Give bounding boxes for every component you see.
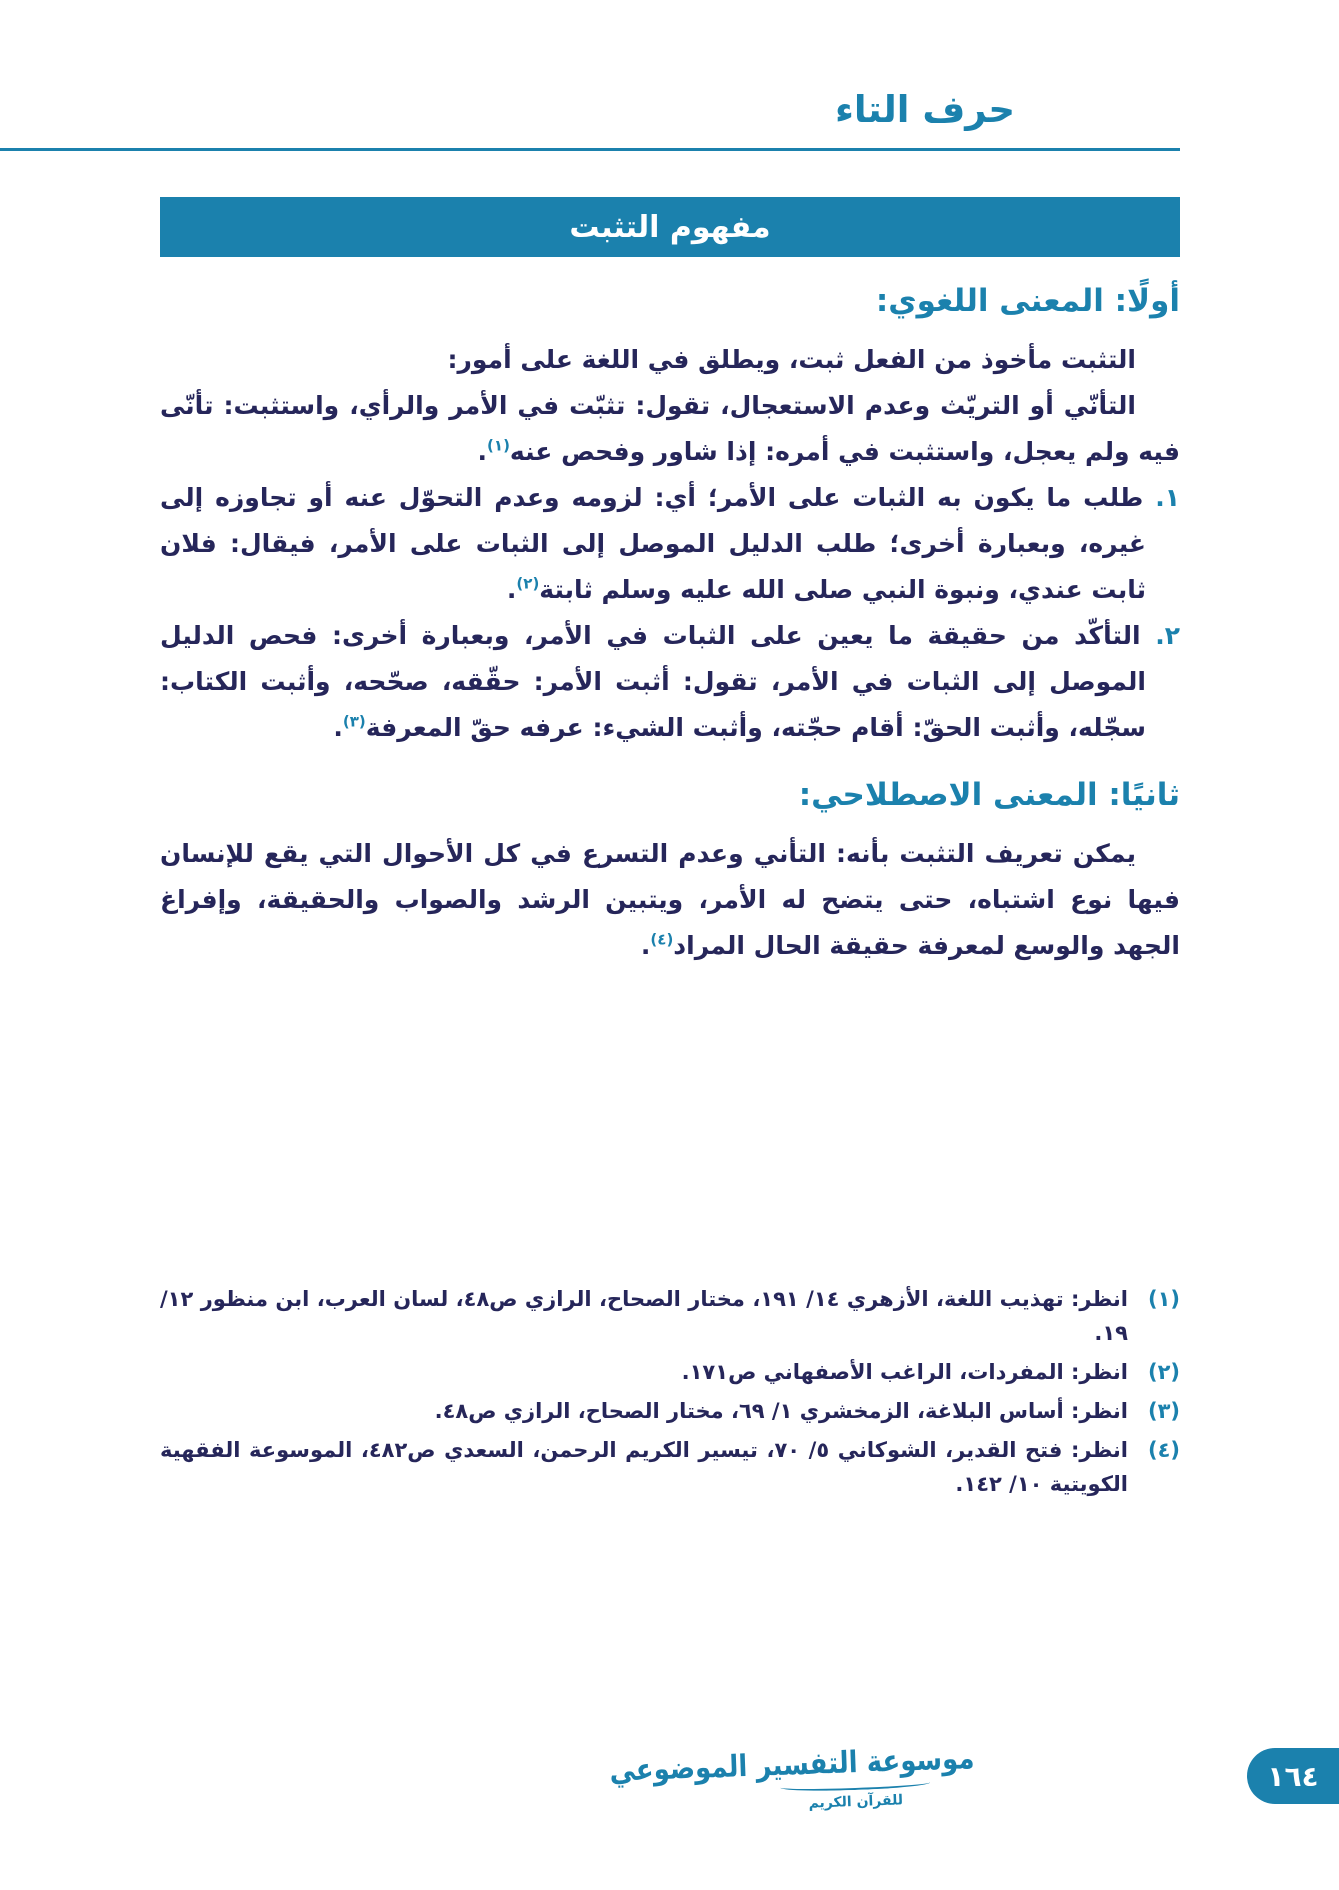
footnote-ref-1: (١) (487, 436, 510, 455)
footnote-ref-3: (٣) (342, 712, 366, 731)
footnote-text: انظر: المفردات، الراغب الأصفهاني ص١٧١. (681, 1360, 1128, 1384)
paragraph-taanni (160, 383, 1180, 475)
paragraph-tail: . (640, 931, 651, 960)
footnotes-section (160, 1282, 1180, 1506)
footnote-item (160, 1355, 1180, 1389)
header-rule (0, 148, 1180, 151)
paragraph-tail: . (477, 437, 488, 466)
paragraph-istilahi (160, 831, 1180, 969)
item-number: ٢. (1155, 621, 1180, 650)
heading-terminological-meaning: ثانيًا: المعنى الاصطلاحي: (798, 777, 1180, 813)
paragraph-intro: التثبت مأخوذ من الفعل ثبت، ويطلق في اللغة على أمور: (447, 345, 1136, 374)
footnote-ref-4: (٤) (650, 930, 674, 949)
heading-linguistic-meaning: أولًا: المعنى اللغوي: (875, 283, 1180, 319)
footnote-ref-2: (٢) (516, 574, 540, 593)
list-item-1 (160, 475, 1180, 613)
publisher-logo (608, 1741, 976, 1814)
footnote-text: انظر: فتح القدير، الشوكاني ٥/ ٧٠، تيسير الكريم الرحمن، السعدي ص٤٨٢، الموسوعة الفقهية الكويتية ١٠/ ١٤٢. (160, 1438, 1129, 1496)
footnote-item (160, 1433, 1180, 1501)
footnote-text: انظر: أساس البلاغة، الزمخشري ١/ ٦٩، مختار الصحاح، الرازي ص٤٨. (434, 1399, 1128, 1423)
paragraph-text: طلب ما يكون به الثبات على الأمر؛ أي: لزومه وعدم التحوّل عنه أو تجاوزه إلى غيره، وبعبارة أخرى؛ طلب الدليل الموصل إلى الثبات على الأمر، فيقال: فلان ثابت عندي، ونبوة النبي صلى الله عليه وسلم ثابتة (160, 483, 1146, 604)
paragraph-text: التأنّي أو التريّث وعدم الاستعجال، تقول: تثبّت في الأمر والرأي، واستثبت: تأنّى فيه ولم يعجل، واستثبت في أمره: إذا شاور وفحص عنه (160, 391, 1180, 466)
footnote-item (160, 1282, 1180, 1350)
footnote-marker: (٣) (1147, 1399, 1180, 1423)
section-title-banner (160, 197, 1180, 257)
paragraph-text: التأكّد من حقيقة ما يعين على الثبات في الأمر، وبعبارة أخرى: فحص الدليل الموصل إلى الثبات في الأمر، تقول: أثبت الأمر: حقّقه، صحّحه، وأثبت الكتاب: سجّله، وأثبت الحقّ: أقام حجّته، وأثبت الشيء: عرفه حقّ المعرفة (160, 621, 1146, 742)
section-title: مفهوم التثبت (569, 209, 771, 245)
footnote-text: انظر: تهذيب اللغة، الأزهري ١٤/ ١٩١، مختار الصحاح، الرازي ص٤٨، لسان العرب، ابن منظور ١٢/ ١٩. (160, 1287, 1128, 1345)
list-item-2 (160, 613, 1180, 751)
publisher-logo-subtitle: للقرآن الكريم (808, 1792, 904, 1812)
chapter-title: حرف التاء (834, 88, 1015, 131)
footnote-marker: (٤) (1147, 1438, 1180, 1462)
chapter-header (835, 88, 1015, 131)
paragraph-tail: . (333, 713, 343, 742)
publisher-logo-title: موسوعة التفسير الموضوعي (608, 1741, 975, 1789)
main-content (160, 283, 1180, 969)
footnote-marker: (٢) (1147, 1360, 1180, 1384)
page-number: ١٦٤ (1267, 1759, 1319, 1793)
paragraph-text: يمكن تعريف التثبت بأنه: التأني وعدم التسرع في كل الأحوال التي يقع للإنسان فيها نوع اشتباه، حتى يتضح له الأمر، ويتبين الرشد والصواب والحقيقة، وإفراغ الجهد والوسع لمعرفة حقيقة الحال المراد (160, 839, 1180, 960)
footnote-item (160, 1394, 1180, 1428)
page-number-badge (1247, 1748, 1339, 1804)
footnote-marker: (١) (1147, 1287, 1180, 1311)
item-number: ١. (1155, 483, 1180, 512)
paragraph-tail: . (506, 575, 517, 604)
